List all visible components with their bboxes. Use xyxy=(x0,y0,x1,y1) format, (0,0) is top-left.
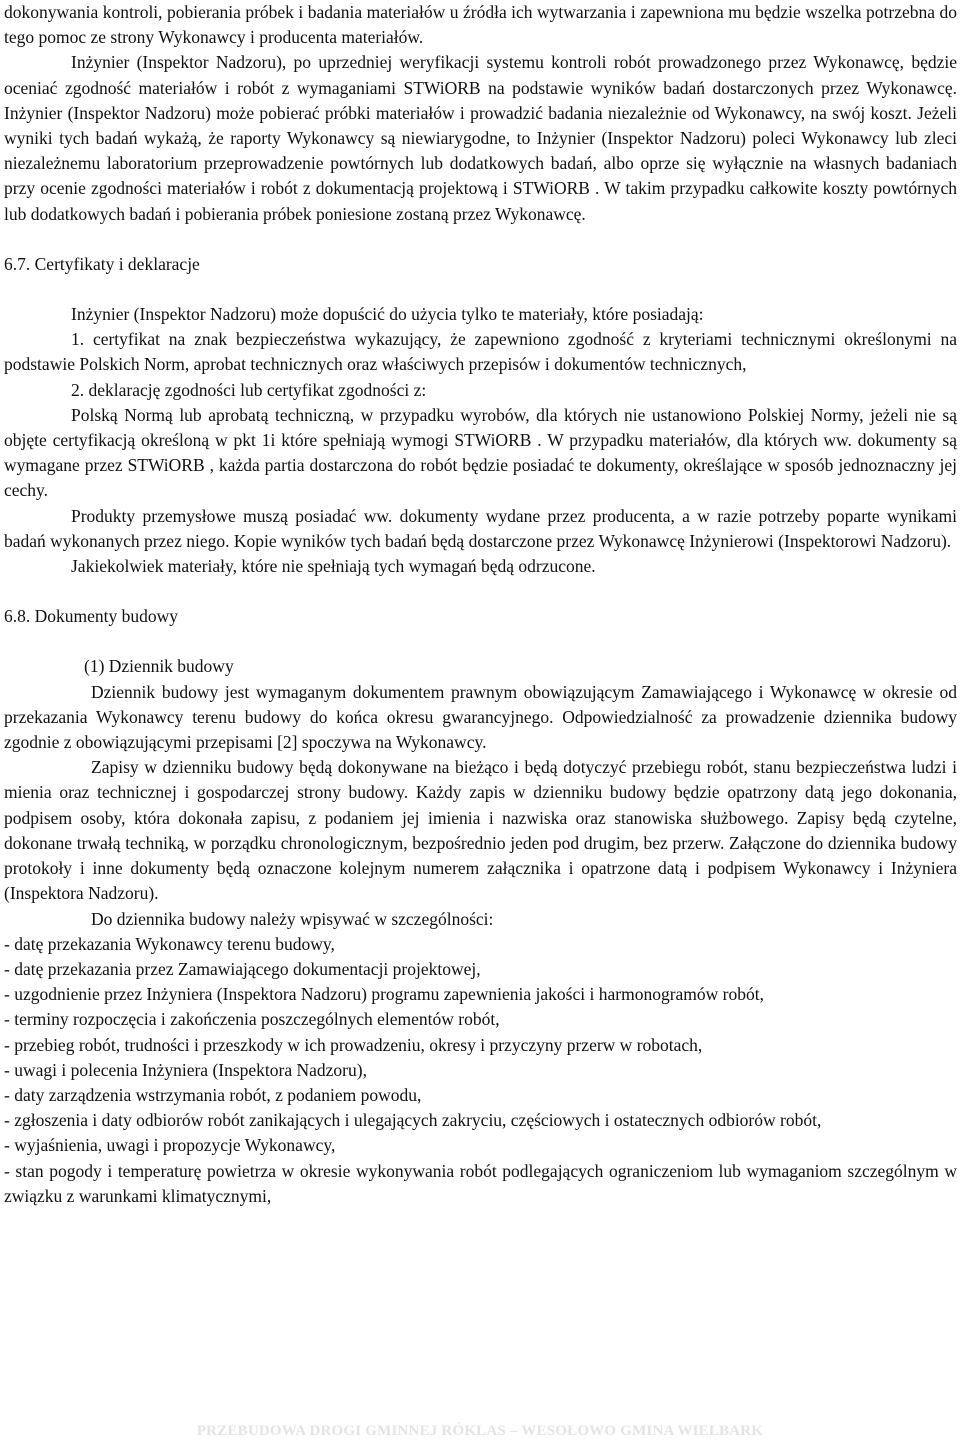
construction-log-paragraph-1: Dziennik budowy jest wymaganym dokumentem prawnym obowiązującym Zamawiającego i Wykonawcę w okresie od przekazania Wykonawcy terenu budowy do końca okresu gwarancyjnego. Odpowiedzialność za prowadzenie dziennika budowy zgodnie z obowiązującymi przepisami [2] spoczywa na Wykonawcy. xyxy=(4,681,957,753)
construction-log-paragraph-2: Zapisy w dzienniku budowy będą dokonywane na bieżąco i będą dotyczyć przebiegu robót, stanu bezpieczeństwa ludzi i mienia oraz technicznej i gospodarczej strony budowy. Każdy zapis w dzienniku budowy będzie opatrzony datą jego dokonania, podpisem osoby, która dokonała zapisu, z podaniem jej imienia i nazwiska oraz stanowiska służbowego. Zapisy będą czytelne, dokonane trwałą techniką, w porządku chronologicznym, bezpośrednio jeden pod drugim, bez przerw. Załączone do dziennika budowy protokoły i inne dokumenty będą oznaczone kolejnym numerem załącznika i opatrzone datą i podpisem Wykonawcy i Inżyniera (Inspektora Nadzoru). xyxy=(4,757,957,904)
list-item: - przebieg robót, trudności i przeszkody w ich prowadzeniu, okresy i przyczyny przerw w robotach, xyxy=(4,1034,703,1055)
page-footer: PRZEBUDOWA DROGI GMINNEJ RÓKLAS – WESOŁOWO GMINA WIELBARK xyxy=(196,1423,764,1439)
construction-log-entries-list xyxy=(4,932,957,1209)
certificates-intro: Inżynier (Inspektor Nadzoru) może dopuścić do użycia tylko te materiały, które posiadają: xyxy=(71,304,704,325)
list-item: - daty zarządzenia wstrzymania robót, z podaniem powodu, xyxy=(4,1084,422,1105)
list-item: - uzgodnienie przez Inżyniera (Inspektora Nadzoru) programu zapewnienia jakości i harmonogramów robót, xyxy=(4,984,764,1005)
paragraph-continuation: dokonywania kontroli, pobierania próbek i badania materiałów u źródła ich wytwarzania i zapewniona mu będzie wszelka potrzebna do tego pomoc ze strony Wykonawcy i producenta materiałów. xyxy=(4,2,957,48)
section-heading-6-8: 6.8. Dokumenty budowy xyxy=(4,606,179,627)
rejected-materials-paragraph: Jakiekolwiek materiały, które nie spełniają tych wymagań będą odrzucone. xyxy=(71,556,596,577)
list-item: - stan pogody i temperaturę powietrza w okresie wykonywania robót podlegających ograniczeniom lub wymaganiom szczególnym w związku z warunkami klimatycznymi, xyxy=(4,1160,957,1206)
certificates-item-1: 1. certyfikat na znak bezpieczeństwa wykazujący, że zapewniono zgodność z kryteriami technicznymi określonymi na podstawie Polskich Norm, aprobat technicznych oraz właściwych przepisów i dokumentów technicznych, xyxy=(4,329,957,375)
list-item: - wyjaśnienia, uwagi i propozycje Wykonawcy, xyxy=(4,1135,336,1156)
certificates-item-2: 2. deklarację zgodności lub certyfikat zgodności z: xyxy=(71,379,427,400)
industrial-products-paragraph: Produkty przemysłowe muszą posiadać ww. dokumenty wydane przez producenta, a w razie potrzeby poparte wynikami badań wykonanych przez niego. Kopie wyników tych badań będą dostarczone przez Wykonawcę Inżynierowi (Inspektorowi Nadzoru). xyxy=(4,505,957,551)
list-item: - zgłoszenia i daty odbiorów robót zanikających i ulegających zakryciu, częściowych i ostatecznych odbiorów robót, xyxy=(4,1110,822,1131)
paragraph-engineer-verification: Inżynier (Inspektor Nadzoru), po uprzedniej weryfikacji systemu kontroli robót prowadzonego przez Wykonawcę, będzie oceniać zgodność materiałów i robót z wymaganiami STWiORB na podstawie wyników badań dostarczonych przez Wykonawcę. Inżynier (Inspektor Nadzoru) może pobierać próbki materiałów i prowadzić badania niezależnie od Wykonawcy, na swój koszt. Jeżeli wyniki tych badań wykażą, że raporty Wykonawcy są niewiarygodne, to Inżynier (Inspektor Nadzoru) poleci Wykonawcy lub zleci niezależnemu laboratorium przeprowadzenie powtórnych lub dodatkowych badań, albo oprze się wyłącznie na własnych badaniach przy ocenie zgodności materiałów i robót z dokumentacją projektową i STWiORB . W takim przypadku całkowite koszty powtórnych lub dodatkowych badań i pobierania próbek poniesione zostaną przez Wykonawcę. xyxy=(4,52,957,224)
list-item: - uwagi i polecenia Inżyniera (Inspektora Nadzoru), xyxy=(4,1059,367,1080)
list-item: - datę przekazania przez Zamawiającego dokumentacji projektowej, xyxy=(4,958,481,979)
construction-log-paragraph-3: Do dziennika budowy należy wpisywać w szczególności: xyxy=(91,908,494,929)
list-item: - datę przekazania Wykonawcy terenu budowy, xyxy=(4,933,335,954)
list-item: - terminy rozpoczęcia i zakończenia poszczególnych elementów robót, xyxy=(4,1009,500,1030)
document-page xyxy=(4,0,957,1209)
sub-heading-construction-log: (1) Dziennik budowy xyxy=(84,656,234,677)
section-heading-6-7: 6.7. Certyfikaty i deklaracje xyxy=(4,253,200,274)
certificates-item-2-body: Polską Normą lub aprobatą techniczną, w przypadku wyrobów, dla których nie ustanowiono Polskiej Normy, jeżeli nie są objęte certyfikacją określoną w pkt 1i które spełniają wymogi STWiORB . W przypadku materiałów, dla których ww. dokumenty są wymagane przez STWiORB , każda partia dostarczona do robót będzie posiadać te dokumenty, określające w sposób jednoznaczny jej cechy. xyxy=(4,404,957,501)
